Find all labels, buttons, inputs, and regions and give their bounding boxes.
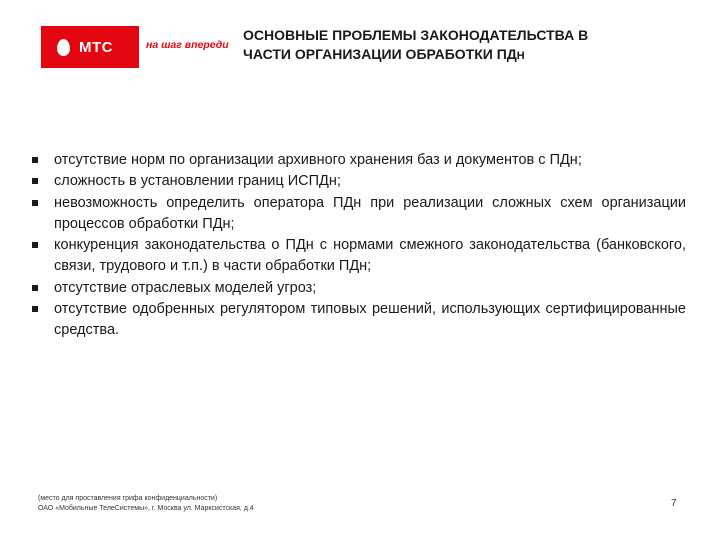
title-line-1: ОСНОВНЫЕ ПРОБЛЕМЫ ЗАКОНОДАТЕЛЬСТВА В	[243, 27, 589, 43]
list-item	[32, 278, 686, 299]
company-address: ОАО «Мобильные ТелеСистемы», г. Москва ул. Марксистская, д.4	[38, 505, 254, 512]
bullet-square-icon	[32, 306, 38, 312]
bullet-square-icon	[32, 200, 38, 206]
list-item-text: невозможность определить оператора ПДн при реализации сложных схем организации процессов обработки ПДн;	[54, 194, 686, 232]
mts-logo	[41, 26, 139, 68]
page-title	[243, 26, 703, 66]
list-item	[32, 171, 686, 192]
list-item-text: сложность в установлении границ ИСПДн;	[54, 173, 341, 190]
bullet-square-icon	[32, 285, 38, 291]
bullet-square-icon	[32, 157, 38, 163]
bullet-list	[32, 150, 686, 342]
list-item	[32, 299, 686, 342]
title-line-2-main: ЧАСТИ ОРГАНИЗАЦИИ ОБРАБОТКИ ПД	[243, 46, 517, 62]
mts-egg-icon	[57, 39, 70, 56]
logo-text: МТС	[79, 38, 113, 56]
list-item-text: конкуренция законодательства о ПДн с нормами смежного законодательства (банковского, связи, трудового и т.п.) в части обработки ПДн;	[54, 237, 686, 275]
title-line-2-suffix: Н	[516, 50, 525, 62]
bullet-square-icon	[32, 242, 38, 248]
footer	[38, 494, 254, 514]
list-item-text: отсутствие одобренных регулятором типовых решений, использующих сертифицированные средства.	[54, 301, 686, 339]
bullet-square-icon	[32, 178, 38, 184]
list-item	[32, 193, 686, 236]
page-number: 7	[671, 498, 677, 509]
list-item-text: отсутствие норм по организации архивного хранения баз и документов с ПДн;	[54, 152, 582, 168]
list-item	[32, 150, 686, 171]
list-item	[32, 235, 686, 278]
list-item-text: отсутствие отраслевых моделей угроз;	[54, 279, 317, 296]
slogan: на шаг впереди	[146, 39, 229, 51]
title-line-2	[243, 45, 703, 66]
confidentiality-placeholder: (место для проставления грифа конфиденциальности)	[38, 495, 218, 502]
